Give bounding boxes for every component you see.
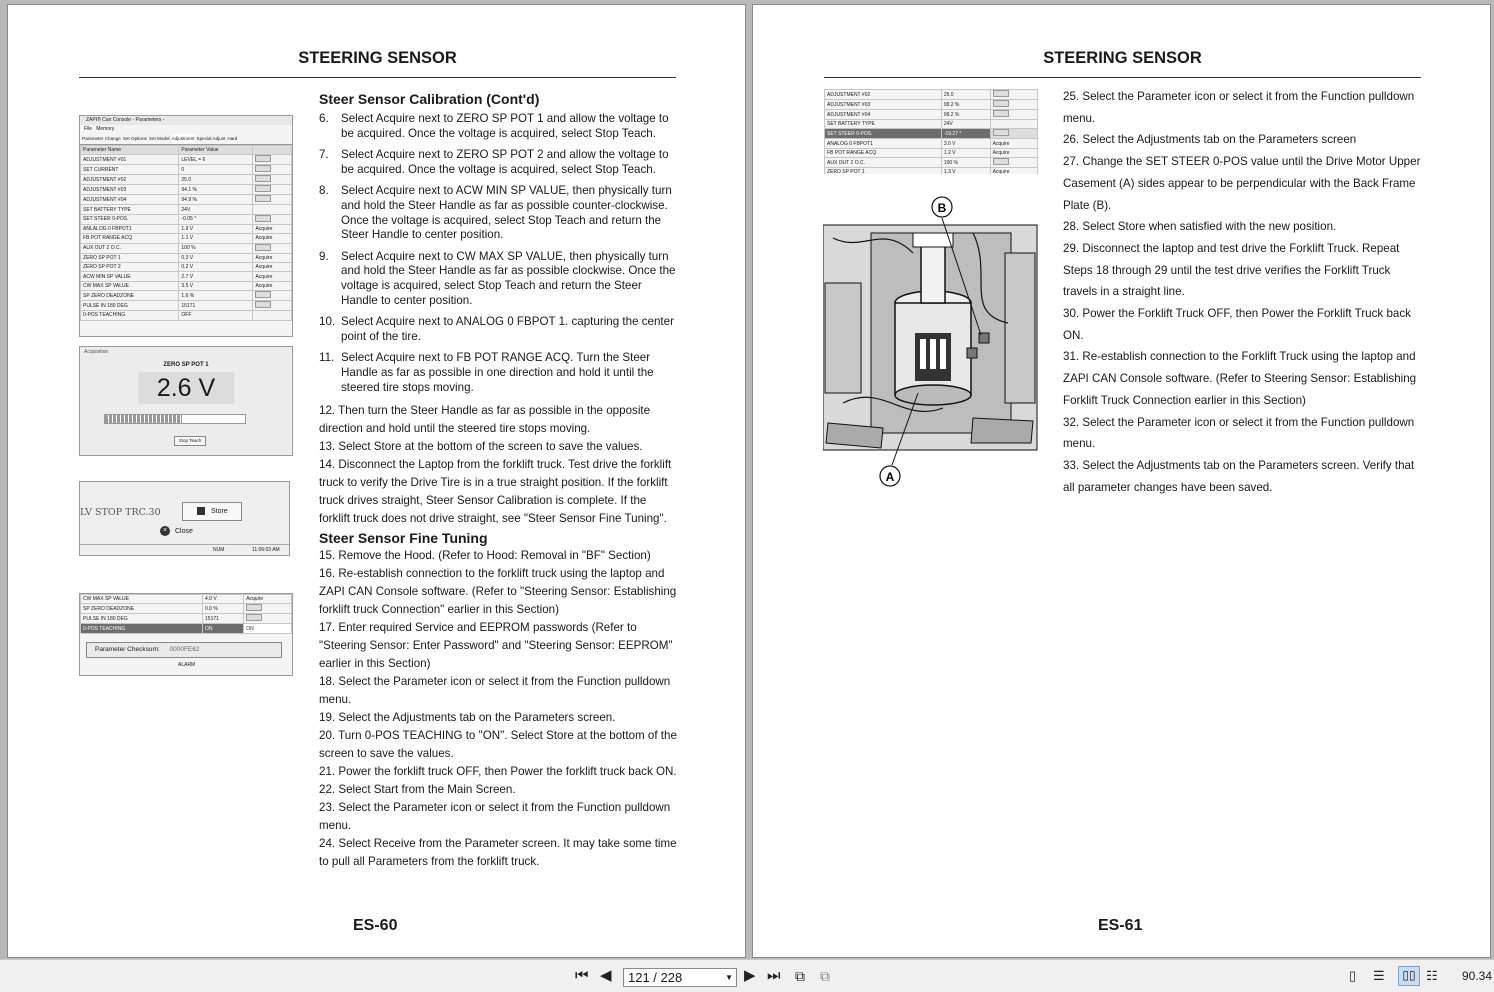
- table-row: ZERO SP POT 1 1.3 V Acquire: [825, 168, 1038, 174]
- first-page-icon[interactable]: ⏮: [575, 967, 589, 984]
- list-item: 32. Select the Parameter icon or select it from the Function pulldown menu.: [1063, 415, 1415, 451]
- list-item: 14. Disconnect the Laptop from the forklift truck. Test drive the forklift truck to verify the Drive Tire is in a true straight position. If the forklift truck drives straight, Steer Sensor Calibration is complete. If the forklift truck does not drive straight, see "Steer Sensor Fine Tuning".: [319, 458, 672, 526]
- calibration-steps-continued: [319, 402, 677, 528]
- col-header-value: Parameter Value: [179, 146, 253, 155]
- last-page-icon[interactable]: ⏭: [767, 967, 781, 984]
- tab-set-model: Set Model: [148, 136, 170, 141]
- progress-fill: [105, 415, 182, 423]
- copy-page-icon[interactable]: ⧉: [795, 968, 805, 984]
- tab-special-adjust: Special Adjust: [196, 136, 226, 141]
- steering-motor-illustration: [823, 193, 1038, 489]
- table-row: CW MAX SP VALUE 3.5 V Acquire: [81, 281, 292, 290]
- tab-bar: [80, 134, 292, 145]
- parameter-table: [824, 89, 1038, 174]
- list-item: 24. Select Receive from the Parameter screen. It may take some time to pull all Parameters from the forklift truck.: [319, 837, 677, 869]
- list-item: 12. Then turn the Steer Handle as far as possible in the opposite direction and hold until the steered tire stops moving.: [319, 404, 651, 436]
- table-row: ACW MIN SP VALUE 2.7 V Acquire: [81, 272, 292, 281]
- page-number: ES-60: [353, 917, 398, 934]
- prev-page-icon[interactable]: ◀: [600, 967, 612, 984]
- left-page-body: [319, 90, 677, 871]
- table-row: ADJUSTMENT #04 99.2 %: [825, 110, 1038, 120]
- list-item: 23. Select the Parameter icon or select it from the Function pulldown menu.: [319, 801, 671, 833]
- table-row: PULSE IN 180 DEG 15171: [81, 614, 292, 624]
- teaching-screenshot: [79, 593, 293, 676]
- title-rule: [824, 77, 1421, 78]
- progress-bar: [104, 414, 246, 424]
- stop-teach-button[interactable]: Stop Teach: [174, 436, 206, 446]
- table-row: ADJUSTMENT #03 99.2 %: [825, 100, 1038, 110]
- col-header-name: Parameter Name: [81, 146, 179, 155]
- table-row: ADJUSTMENT #03 94.1 %: [81, 185, 292, 195]
- list-item: 30. Power the Forklift Truck OFF, then Power the Forklift Truck back ON.: [1063, 307, 1411, 342]
- voltage-readout: 2.6 V: [138, 372, 234, 404]
- table-row: CW MAX SP VALUE 4.0 V Acquire: [81, 595, 292, 604]
- acquisition-window-title: Acquisition: [84, 349, 109, 355]
- list-item: 21. Power the forklift truck OFF, then Power the forklift truck back ON.: [319, 765, 677, 779]
- page-title: STEERING SENSOR: [298, 49, 457, 67]
- store-close-screenshot: [79, 481, 290, 556]
- window-title: ZAPI® Can Console - Parameters -: [80, 116, 292, 125]
- list-item: 7. Select Acquire next to ZERO SP POT 2 and allow the voltage to be acquired. Once the voltage is acquired, select Stop Teach.: [319, 148, 669, 176]
- callout-a-label: A: [885, 470, 895, 484]
- status-bar: [80, 544, 290, 555]
- acquisition-screenshot: [79, 346, 293, 456]
- list-item: 27. Change the SET STEER 0-POS value until the Drive Motor Upper Casement (A) sides appear to be perpendicular with the Back Frame Plate (B).: [1063, 155, 1421, 212]
- list-item: 9. Select Acquire next to CW MAX SP VALUE, then physically turn and hold the Steer Handle as far as possible clockwise. Once the voltage is acquired, select Stop Teach and return the Steer Handle to center position.: [319, 249, 676, 307]
- paste-page-icon[interactable]: ⧉: [820, 968, 830, 984]
- table-row: 0-POS TEACHING OFF: [81, 311, 292, 320]
- table-row: SET BATTERY TYPE 24V: [81, 205, 292, 214]
- parameters-screenshot: [79, 115, 293, 337]
- page-number: ES-61: [1098, 917, 1143, 934]
- list-item: 10. Select Acquire next to ANALOG 0 FBPOT 1. capturing the center point of the tire.: [319, 315, 674, 343]
- list-item: 31. Re-establish connection to the Forklift Truck using the laptop and ZAPI CAN Console software. (Refer to Steering Sensor: Establishing Forklift Truck Connection earlier in this Section): [1063, 350, 1417, 407]
- alarm-tab: ALARM: [178, 661, 196, 668]
- status-text: LV STOP TRC.30: [80, 507, 161, 518]
- table-row: ANLALOG 0 FBPOT1 1.9 V Acquire: [81, 224, 292, 233]
- list-item: 28. Select Store when satisfied with the new position.: [1063, 220, 1337, 234]
- page-title: STEERING SENSOR: [1043, 49, 1202, 67]
- checksum-value: 0000FE62: [169, 645, 200, 653]
- list-item: 8. Select Acquire next to ACW MIN SP VALUE, then physically turn and hold the Steer Handle as far as possible counter-clockwise. Once the voltage is acquired, select Stop Teach and return the Steer Handle to center position.: [319, 184, 672, 242]
- list-item: 25. Select the Parameter icon or select it from the Function pulldown menu.: [1063, 90, 1415, 125]
- right-page-body: [1063, 86, 1425, 498]
- list-item: 11. Select Acquire next to FB POT RANGE ACQ. Turn the Steer Handle as far as possible in one direction and hold it until the steered tire stops moving.: [319, 351, 654, 394]
- facing-pages-view-icon[interactable]: ▯▯: [1398, 966, 1420, 986]
- table-row: ANALOG 0 FBPOT1 3.0 V Acquire: [825, 139, 1038, 148]
- table-row: AUX OUT 2 O.C. 100 %: [825, 158, 1038, 168]
- table-row: SET BATTERY TYPE 24V: [825, 120, 1038, 129]
- parameter-table: [80, 145, 292, 321]
- calibration-heading: Steer Sensor Calibration (Cont'd): [319, 91, 540, 107]
- checksum-label: Parameter Checksum:: [95, 645, 160, 653]
- tab-set-options: Set Options: [122, 136, 147, 141]
- menu-bar: [80, 125, 292, 134]
- continuous-facing-view-icon[interactable]: ☷: [1426, 968, 1438, 983]
- list-item: 19. Select the Adjustments tab on the Parameters screen.: [319, 711, 616, 725]
- table-row: ADJUSTMENT #02 25.0: [81, 175, 292, 185]
- table-row: SP ZERO DEADZONE 0.0 %: [81, 604, 292, 614]
- calibration-steps: [319, 112, 677, 395]
- list-item: 33. Select the Adjustments tab on the Parameters screen. Verify that all parameter changes have been saved.: [1063, 458, 1415, 494]
- table-row: SET CURRENT 0: [81, 165, 292, 175]
- table-row: ADJUSTMENT #04 94.9 %: [81, 195, 292, 205]
- fine-tuning-steps: [319, 547, 677, 871]
- table-row: AUX OUT 2 O.C. 100 %: [81, 243, 292, 253]
- clock-text: 11:06:03 AM: [252, 547, 280, 553]
- list-item: 22. Select Start from the Main Screen.: [319, 783, 516, 797]
- tab-adjustment: Adjustment: [172, 134, 195, 144]
- floppy-disk-icon: [197, 507, 205, 515]
- table-row: SP ZERO DEADZONE 1.6 %: [81, 291, 292, 301]
- title-rule: [79, 77, 676, 78]
- table-row: ADJUSTMENT #02 25.0: [825, 90, 1038, 100]
- list-item: 6. Select Acquire next to ZERO SP POT 1 and allow the voltage to be acquired. Once the voltage is acquired, select Stop Teach.: [319, 112, 669, 140]
- left-page: [7, 4, 746, 958]
- right-page: [752, 4, 1491, 958]
- list-item: 17. Enter required Service and EEPROM passwords (Refer to "Steering Sensor: Enter Password" and "Steering Sensor: EEPROM" earlier in this Section): [319, 621, 673, 671]
- table-row: 0-POS TEACHING ON ON: [81, 624, 292, 633]
- list-item: 15. Remove the Hood. (Refer to Hood: Removal in "BF" Section): [319, 549, 651, 563]
- close-icon: ×: [160, 526, 170, 536]
- store-button-label: Store: [210, 508, 228, 515]
- viewer-toolbar: [0, 959, 1494, 992]
- list-item: 29. Disconnect the laptop and test drive the Forklift Truck. Repeat Steps 18 through 29 until the test drive verifies the Forklift Truck travels in a straight line.: [1063, 241, 1400, 299]
- num-lock-indicator: NUM: [213, 547, 225, 553]
- menu-file: File: [84, 126, 93, 132]
- tab-parameter-change: Parameter Change: [82, 136, 121, 141]
- next-page-icon[interactable]: ▶: [744, 967, 756, 984]
- table-row: SET STEER 0-POS. -19.27 °: [825, 129, 1038, 139]
- checksum-panel: [86, 642, 282, 658]
- teaching-table: [80, 594, 292, 634]
- page-number-value: 121 / 228: [628, 970, 683, 985]
- close-button-label: Close: [174, 528, 193, 535]
- page-number-input[interactable]: [623, 968, 737, 987]
- table-row: ZERO SP POT 1 0.3 V Acquire: [81, 253, 292, 262]
- parameters-screenshot-partial: [824, 89, 1038, 174]
- table-row: FB POT RANGE ACQ 1.2 V Acquire: [825, 148, 1038, 157]
- list-item: 18. Select the Parameter icon or select it from the Function pulldown menu.: [319, 675, 671, 707]
- close-button[interactable]: [160, 525, 206, 539]
- table-row: ZERO SP POT 2 0.2 V Acquire: [81, 262, 292, 271]
- fine-tuning-heading: Steer Sensor Fine Tuning: [319, 530, 488, 547]
- table-row: FB POT RANGE ACQ 1.1 V Acquire: [81, 234, 292, 243]
- list-item: 20. Turn 0-POS TEACHING to "ON". Select Store at the bottom of the screen to save the values.: [319, 729, 677, 761]
- menu-memory: Memory: [96, 126, 115, 132]
- store-button[interactable]: [182, 502, 242, 521]
- list-item: 16. Re-establish connection to the forklift truck using the laptop and ZAPI CAN Console software. (Refer to "Steering Sensor: Establishing forklift truck Connection" earlier in this Section): [319, 567, 677, 617]
- table-row: PULSE IN 180 DEG 15171: [81, 301, 292, 311]
- chevron-down-icon[interactable]: ▼: [725, 973, 733, 982]
- callout-b-label: B: [937, 201, 947, 215]
- acquisition-label: ZERO SP POT 1: [163, 362, 209, 368]
- table-row: SET STEER 0-POS. -0.05 °: [81, 214, 292, 224]
- zoom-level[interactable]: 90.34: [1462, 969, 1493, 983]
- table-row: ADJUSTMENT #01 LEVEL = 6: [81, 155, 292, 165]
- list-item: 26. Select the Adjustments tab on the Parameters screen: [1063, 133, 1357, 147]
- continuous-view-icon[interactable]: ☰: [1373, 968, 1385, 983]
- single-page-view-icon[interactable]: ▯: [1349, 968, 1357, 983]
- tab-hard: Hard: [227, 136, 238, 141]
- list-item: 13. Select Store at the bottom of the screen to save the values.: [319, 440, 643, 454]
